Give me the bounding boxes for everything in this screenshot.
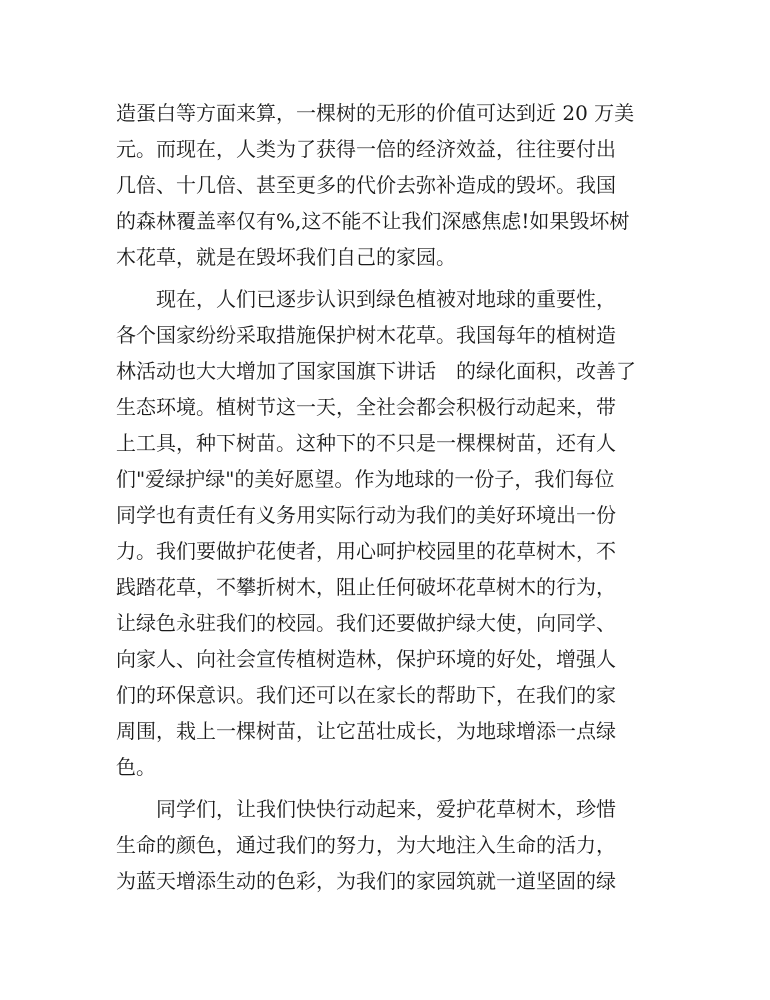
paragraph-2 <box>116 281 661 785</box>
text-line: 们的环保意识。我们还可以在家长的帮助下，在我们的家 <box>116 683 616 707</box>
text-line: 让绿色永驻我们的校园。我们还要做护绿大使，向同学、 <box>116 611 616 635</box>
text-line: 木花草，就是在毁坏我们自己的家园。 <box>116 245 456 269</box>
text-line: 生命的颜色，通过我们的努力，为大地注入生命的活力， <box>116 833 616 857</box>
text-line: 为蓝天增添生动的色彩，为我们的家园筑就一道坚固的绿 <box>116 869 616 893</box>
paragraph-1 <box>116 95 661 275</box>
text-line: 现在，人们已逐步认识到绿色植被对地球的重要性， <box>116 287 616 311</box>
text-line: 的森林覆盖率仅有%,这不能不让我们深感焦虑!如果毁坏树 <box>116 209 630 233</box>
document-body <box>116 95 661 899</box>
paragraph-3 <box>116 791 661 899</box>
text-line: 同学们，让我们快快行动起来，爱护花草树木，珍惜 <box>116 797 616 821</box>
text-line: 向家人、向社会宣传植树造林，保护环境的好处，增强人 <box>116 647 616 671</box>
text-line: 色。 <box>116 755 156 779</box>
text-line: 生态环境。植树节这一天，全社会都会积极行动起来，带 <box>116 395 616 419</box>
text-line: 林活动也大大增加了国家国旗下讲话 的绿化面积，改善了 <box>116 359 636 383</box>
text-line: 们"爱绿护绿"的美好愿望。作为地球的一份子，我们每位 <box>116 467 615 491</box>
text-line: 造蛋白等方面来算，一棵树的无形的价值可达到近 20 万美 <box>116 101 635 125</box>
text-line: 元。而现在，人类为了获得一倍的经济效益，往往要付出 <box>116 137 616 161</box>
text-line: 各个国家纷纷采取措施保护树木花草。我国每年的植树造 <box>116 323 616 347</box>
text-line: 上工具，种下树苗。这种下的不只是一棵棵树苗，还有人 <box>116 431 616 455</box>
text-line: 践踏花草，不攀折树木，阻止任何破坏花草树木的行为， <box>116 575 616 599</box>
text-line: 同学也有责任有义务用实际行动为我们的美好环境出一份 <box>116 503 616 527</box>
text-line: 几倍、十几倍、甚至更多的代价去弥补造成的毁坏。我国 <box>116 173 616 197</box>
text-line: 力。我们要做护花使者，用心呵护校园里的花草树木，不 <box>116 539 616 563</box>
text-line: 周围，栽上一棵树苗，让它茁壮成长，为地球增添一点绿 <box>116 719 616 743</box>
